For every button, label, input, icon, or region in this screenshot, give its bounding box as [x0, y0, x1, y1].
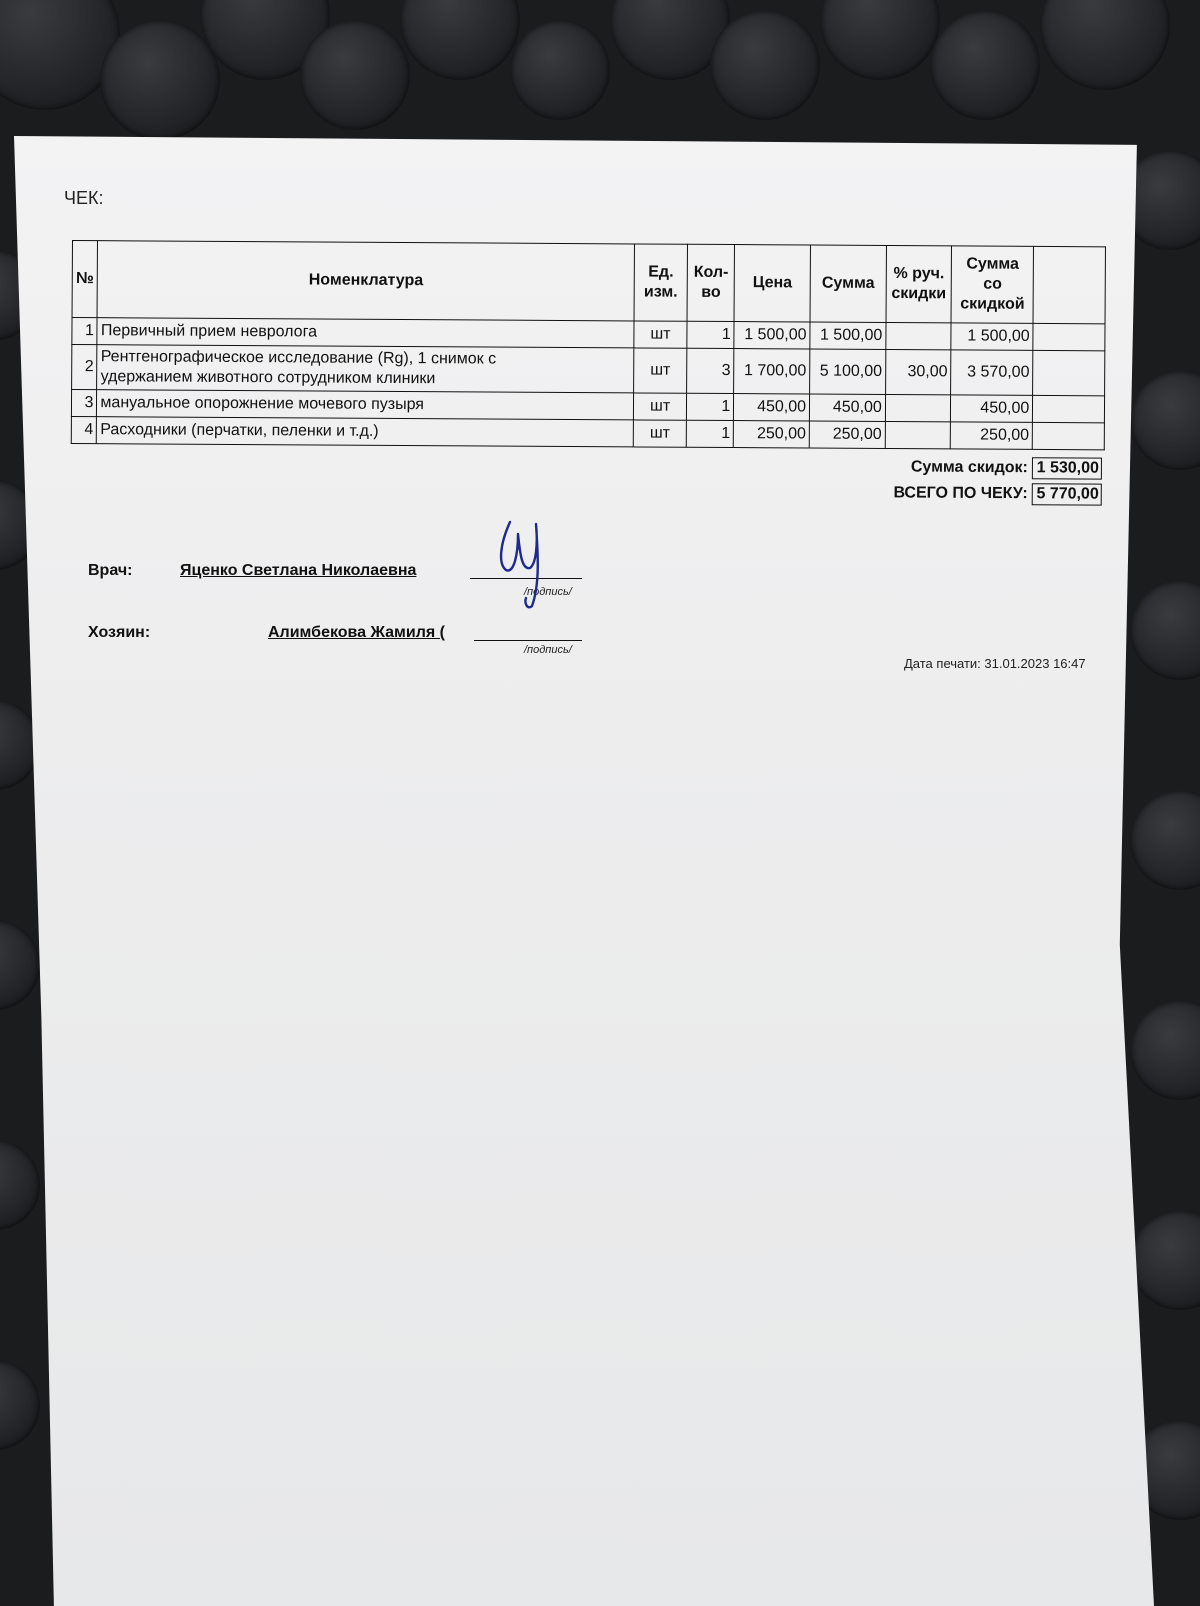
doctor-signature-caption: /подпись/	[524, 586, 572, 598]
row-qty: 1	[687, 321, 734, 348]
row-total: 1 500,00	[951, 323, 1033, 350]
doctor-label: Врач:	[88, 562, 133, 579]
row-unit: шт	[633, 393, 686, 420]
row-price: 1 500,00	[734, 322, 810, 349]
row-empty	[1033, 395, 1105, 422]
header-price: Цена	[734, 245, 810, 322]
row-sum: 5 100,00	[810, 349, 886, 394]
row-qty: 1	[686, 420, 733, 447]
owner-signature-line	[474, 640, 582, 641]
row-total: 250,00	[951, 422, 1033, 449]
row-unit: шт	[633, 420, 686, 447]
header-num: №	[72, 241, 98, 318]
row-qty: 3	[687, 348, 734, 393]
row-unit: шт	[634, 348, 688, 393]
row-total: 3 570,00	[951, 350, 1033, 395]
row-empty	[1033, 323, 1105, 350]
header-qty: Кол- во	[687, 244, 735, 321]
header-sum: Сумма	[810, 245, 886, 322]
row-sum: 250,00	[809, 421, 885, 448]
row-num: 4	[71, 416, 97, 443]
discount-total-row	[830, 454, 1102, 482]
table-row	[72, 345, 1105, 396]
row-price: 450,00	[734, 394, 810, 421]
row-name: мануальное опорожнение мочевого пузыря	[97, 390, 634, 420]
row-discount: 30,00	[885, 349, 951, 394]
doctor-signature	[496, 514, 556, 614]
row-price: 250,00	[734, 421, 810, 448]
row-qty: 1	[687, 393, 734, 420]
grand-total-row	[830, 480, 1102, 508]
print-date: Дата печати: 31.01.2023 16:47	[904, 656, 1086, 671]
owner-name: Алимбекова Жамиля (	[268, 624, 445, 641]
header-name: Номенклатура	[97, 241, 634, 321]
row-discount	[885, 421, 951, 448]
row-empty	[1033, 350, 1105, 395]
row-sum: 450,00	[809, 394, 885, 421]
discount-total-value: 1 530,00	[1032, 457, 1102, 479]
row-empty	[1033, 422, 1105, 449]
row-unit: шт	[634, 321, 687, 348]
header-total: Сумма со скидкой	[951, 246, 1033, 323]
table-row	[71, 416, 1104, 449]
header-discount: % руч. скидки	[886, 245, 952, 322]
discount-total-label: Сумма скидок:	[910, 458, 1028, 477]
row-discount	[886, 322, 952, 349]
row-sum: 1 500,00	[810, 322, 886, 349]
header-empty	[1033, 246, 1105, 323]
receipt-title: ЧЕК:	[64, 188, 104, 208]
row-name: Рентгенографическое исследование (Rg), 1 снимок с удержанием животного сотрудником клиники	[97, 345, 634, 393]
row-num: 1	[72, 318, 98, 345]
header-unit: Ед. изм.	[634, 244, 688, 321]
row-num: 2	[72, 345, 98, 390]
row-name: Расходники (перчатки, пеленки и т.д.)	[97, 417, 634, 447]
table-header-row	[72, 241, 1105, 324]
row-price: 1 700,00	[734, 349, 810, 394]
row-total: 450,00	[951, 395, 1033, 422]
items-table	[71, 240, 1106, 450]
owner-label: Хозяин:	[88, 624, 151, 641]
owner-signature-caption: /подпись/	[524, 644, 572, 656]
grand-total-label: ВСЕГО ПО ЧЕКУ:	[893, 484, 1028, 503]
totals-block	[830, 454, 1102, 508]
row-discount	[885, 394, 951, 421]
row-name: Первичный прием невролога	[97, 318, 634, 348]
doctor-name: Яценко Светлана Николаевна	[180, 562, 417, 579]
row-num: 3	[71, 390, 97, 417]
grand-total-value: 5 770,00	[1032, 483, 1102, 505]
